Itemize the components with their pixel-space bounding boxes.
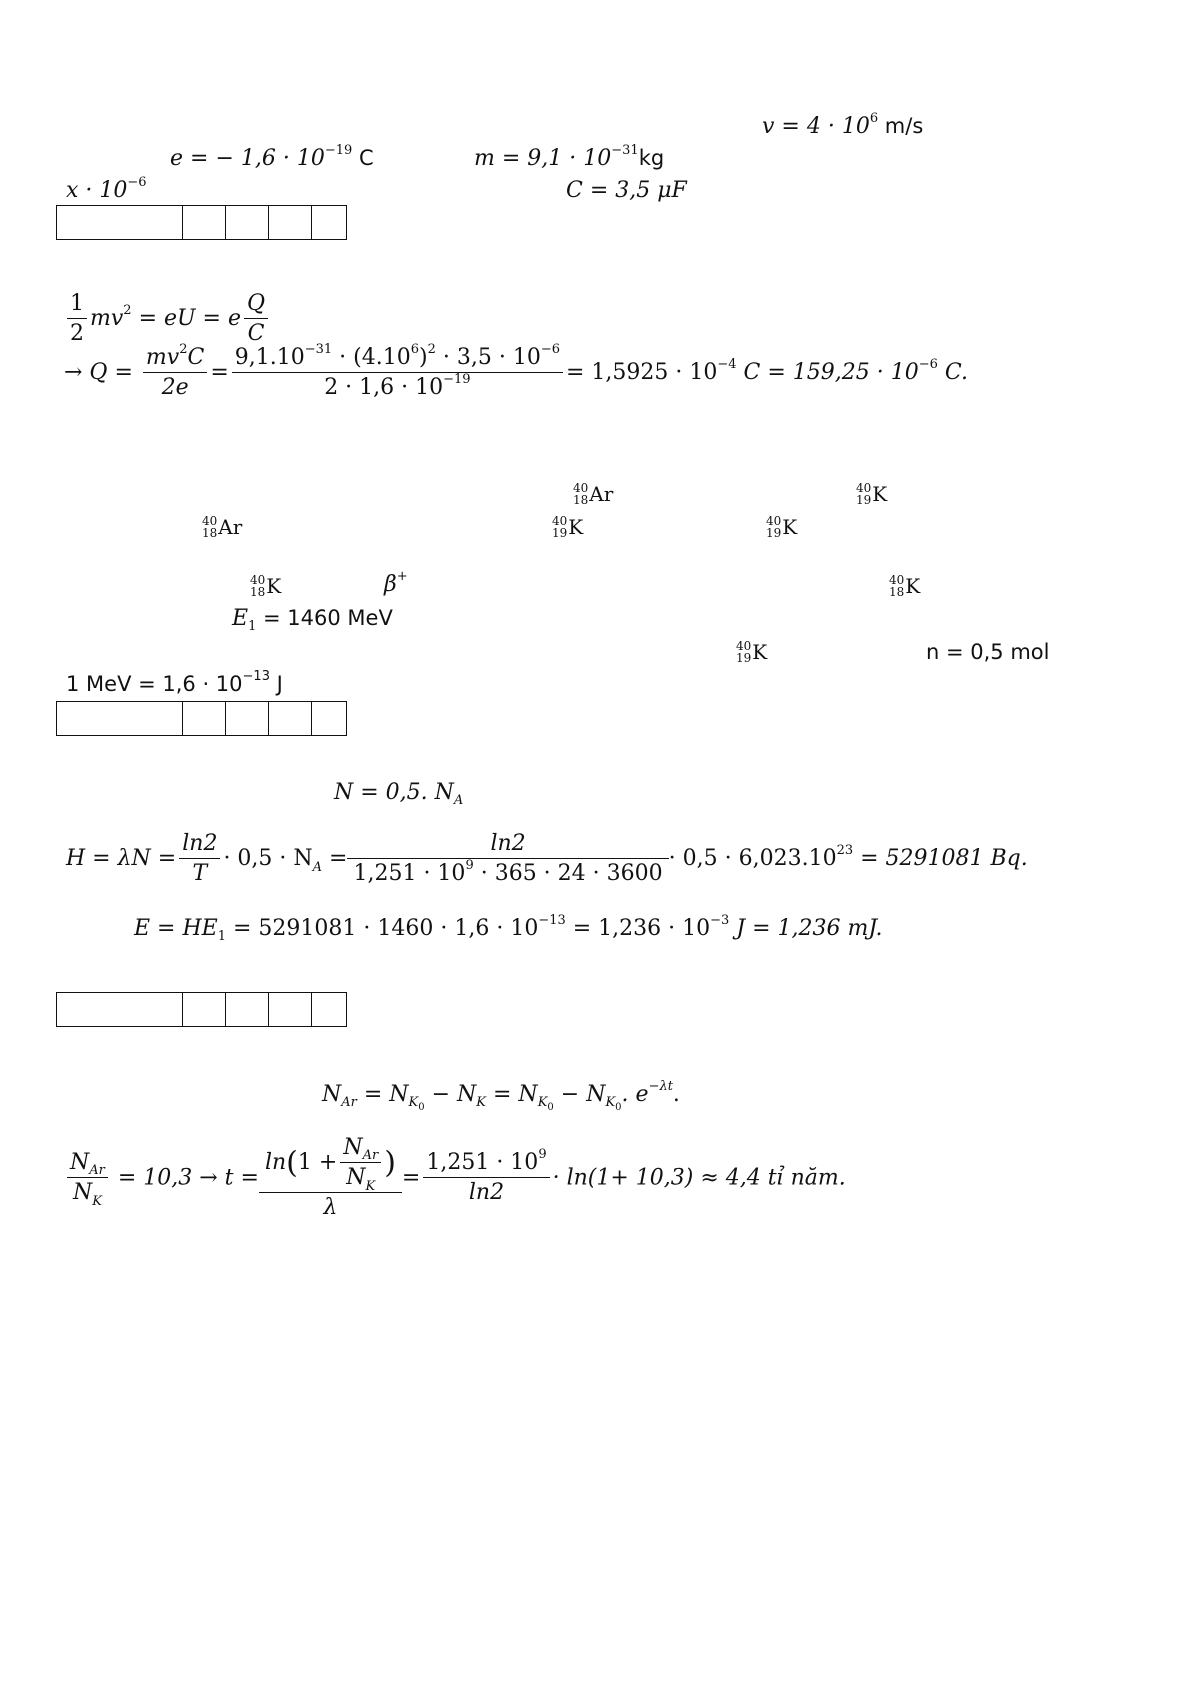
energy-e1: $E_1 = 1460$ MeV xyxy=(232,606,393,635)
argon-count-equation: $N_{Ar} = N_{K_0} - N_K = N_{K_0} - N_{K_0}$. $e^{-\lambda t}$. xyxy=(322,1079,680,1113)
nuclide-k-40-18-a: 40 18 K xyxy=(250,573,282,599)
answer-box-3[interactable] xyxy=(56,992,347,1027)
nuclide-k-40-19-b: 40 19 K xyxy=(552,514,584,540)
nuclide-ar-40-18-a: 40 18 Ar xyxy=(573,481,614,507)
mev-conversion: 1 MeV = $1,6 \cdot 10^{-13}$ J xyxy=(66,669,283,696)
nuclide-k-40-19-c: 40 19 K xyxy=(766,514,798,540)
number-of-nuclei: N = 0,5. $N_A$ xyxy=(334,780,464,809)
mole-amount: n = 0,5 mol xyxy=(926,640,1050,664)
nuclide-k-40-19-a: 40 19 K xyxy=(856,481,888,507)
age-calculation: $\frac{N_{Ar}}{N_K}$ = 10,3 → t = ln(1 + $\frac{N_{Ar}}{N_K}$ ) λ = $\frac{1,251 \cdot 10^9}{\ln 2}$ · ln(1+ 10,3) ≈ 4,4 tỉ năm. xyxy=(64,1136,846,1221)
electron-charge: e = − $1,6 \cdot 10^{-19}$ C xyxy=(170,143,374,171)
answer-box-2[interactable] xyxy=(56,701,347,736)
activity-equation: H = λN = $\frac{\ln 2}{T}$ · $0,5 \cdot N_A$ = $\frac{\ln 2}{1,251 \cdot 10^9 \cdot 365 \cdot 24 \cdot 3600}$ · $0,5 \cdot 6,023.10^{23} = 5291081$ Bq. xyxy=(66,831,1028,887)
answer-box-1[interactable] xyxy=(56,205,347,240)
nuclide-ar-40-18-b: 40 18 Ar xyxy=(202,514,243,540)
energy-equation: $\frac{1}{2}$ $mv^2$ = eU = e $\frac{Q}{C}$ xyxy=(64,292,271,346)
velocity-given: $v = 4 \cdot 10^6$ m/s xyxy=(762,111,924,139)
capacitance-given: C = 3,5 μF xyxy=(566,178,687,203)
electron-mass: $m = 9,1 \cdot 10^{-31}kg$ xyxy=(474,143,665,171)
nuclide-k-40-18-b: 40 18 K xyxy=(889,573,921,599)
answer-form: $x \cdot 10^{-6}$ xyxy=(66,175,147,203)
nuclide-k-40-19-d: 40 19 K xyxy=(736,639,768,665)
beta-plus-symbol: β+ xyxy=(384,569,408,597)
energy-equation-2: $E = HE_1 = 5291081 \cdot 1460 \cdot 1,6 \cdot 10^{-13} = 1,236 \cdot 10^{-3}$ J = 1,236 mJ. xyxy=(134,913,883,945)
charge-calculation: → Q = $\frac{mv^2C}{2e}$ = $\frac{9,1.10^{-31} \cdot (4.10^6)^2 \cdot 3,5 \cdot 10^{-6}}{2 \cdot 1,6 \cdot 10^{-19}}$ = $1,5925 \cdot 10^{-4}$ $C = 159,25 \cdot 10^{-6}$ C. xyxy=(64,342,968,401)
